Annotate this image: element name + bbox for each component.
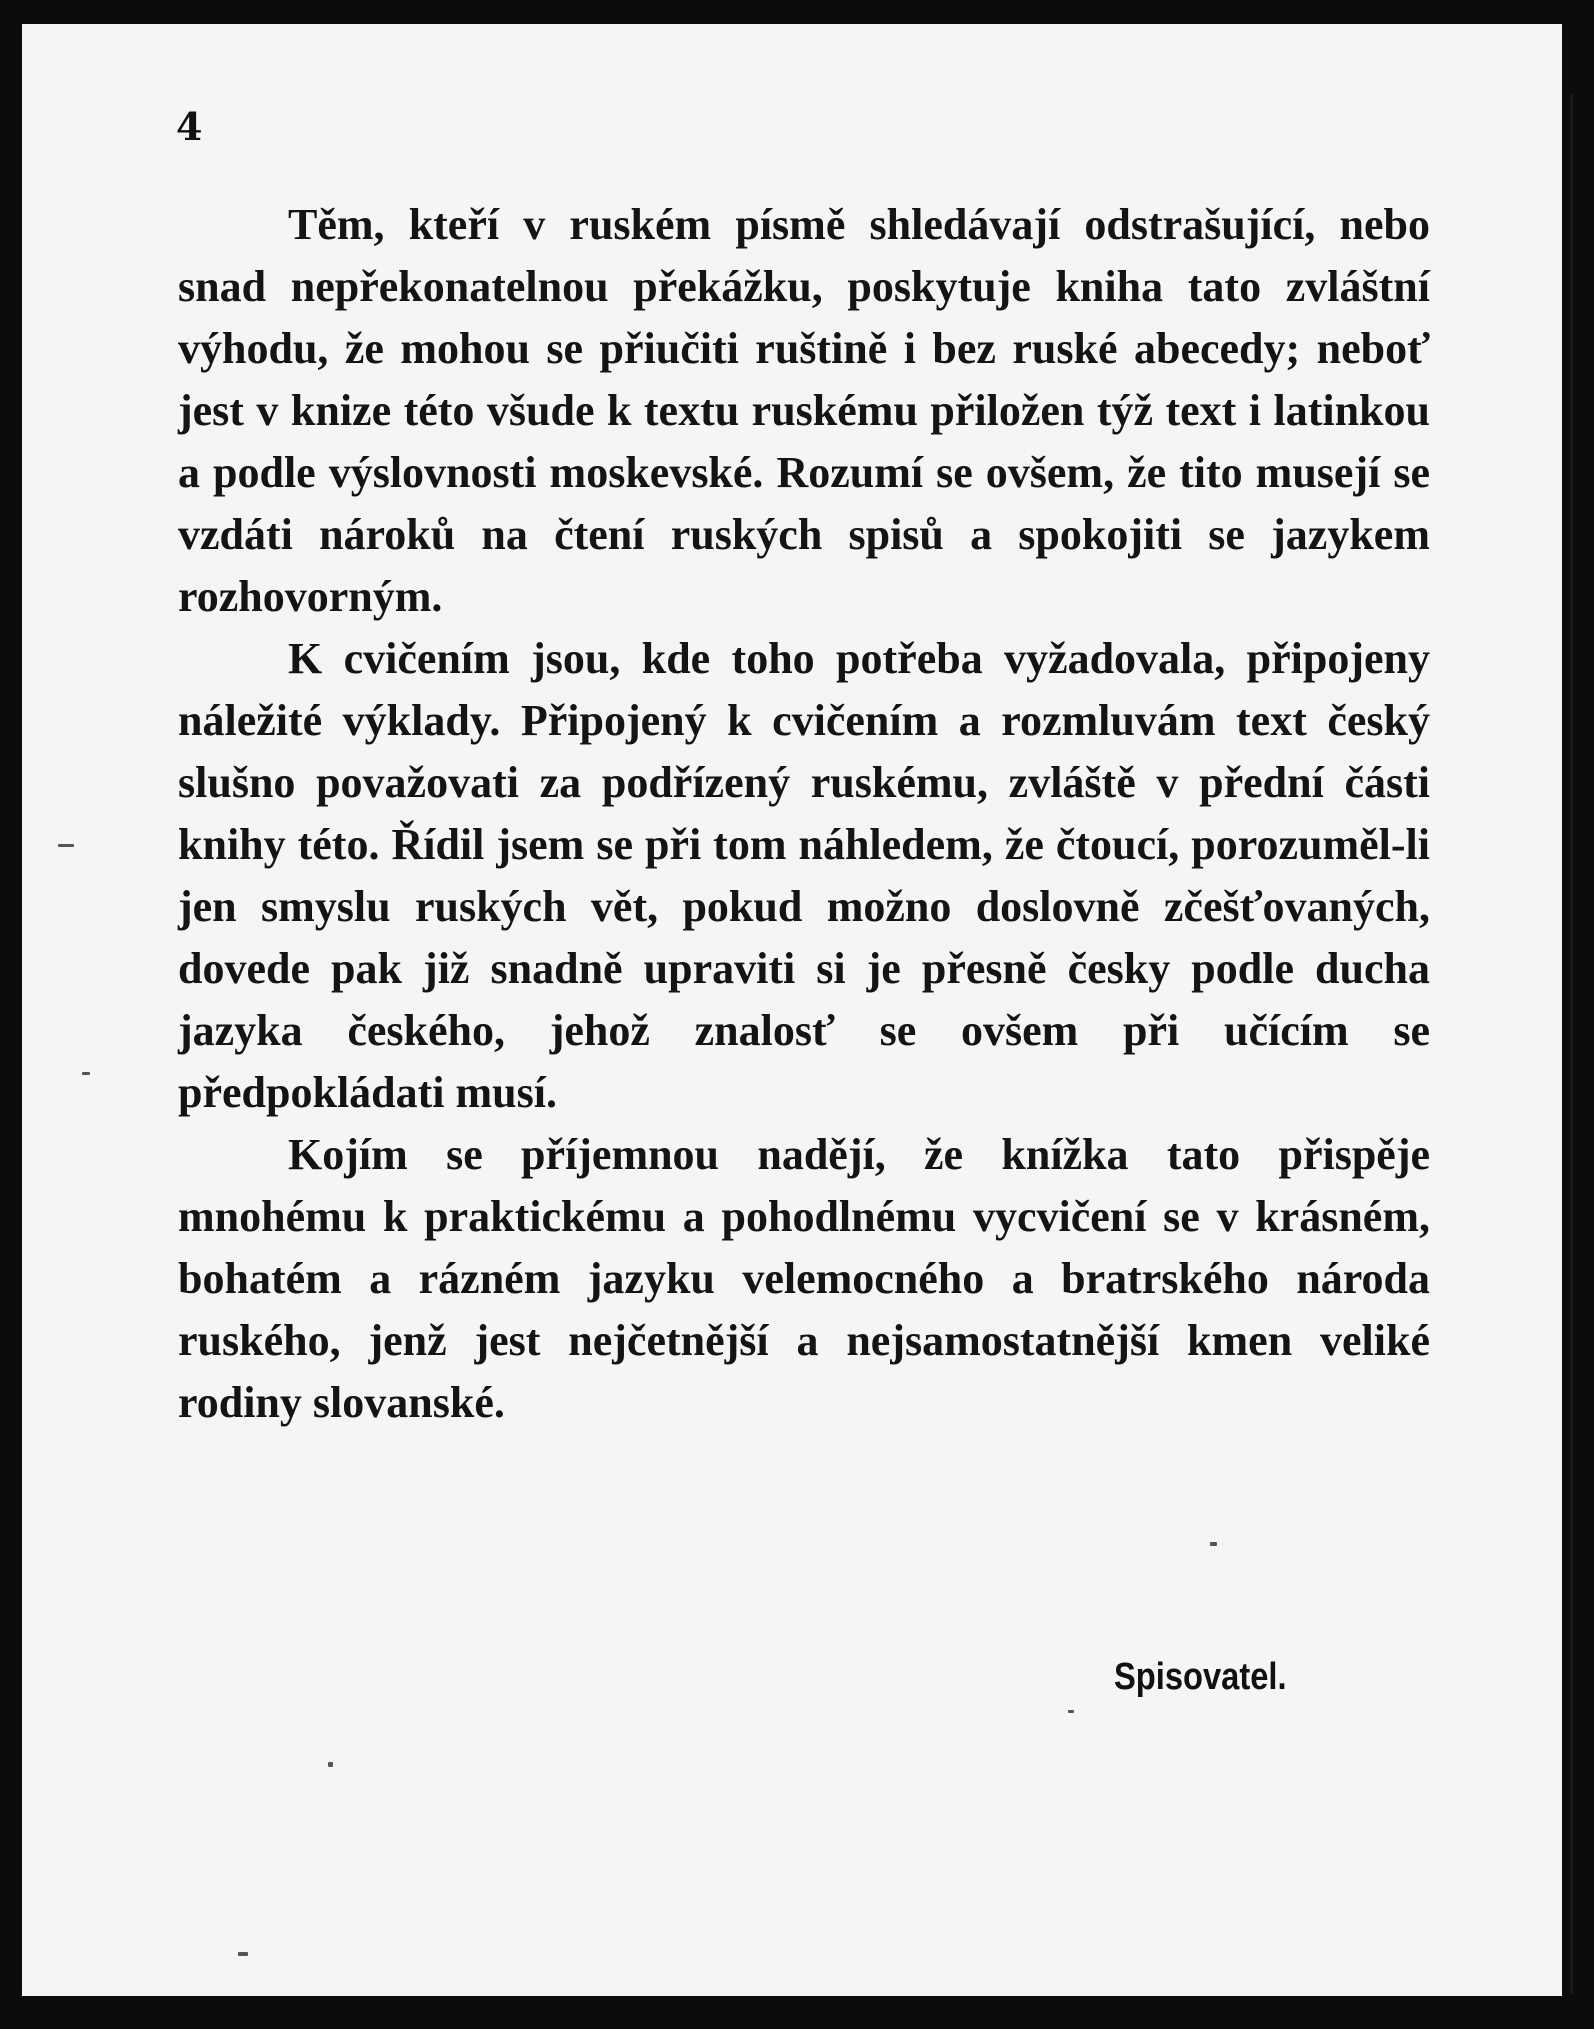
scan-speck [82,1072,90,1075]
paragraph-2: K cvičením jsou, kde toho potřeba vyžadovala, připojeny náležité výklady. Připojený k cvičením a rozmluvám text český slušno považovati za podřízený ruskému, zvláště v přední části knihy této. Řídil jsem se při tom náhledem, že čtoucí, porozuměl-li jen smyslu ruských vět, pokud možno doslovně zčešťovaných, dovede pak již snadně upraviti si je přesně česky podle ducha jazyka českého, jehož znalosť se ovšem při učícím se předpokládati musí. [178,634,1430,1117]
scan-speck [1068,1710,1074,1713]
paragraph-3: Kojím se příjemnou nadějí, že knížka tato přispěje mnohému k praktickému a pohodlnému vycvičení se v krásném, bohatém a rázném jazyku velemocného a bratrského národa ruského, jenž jest nejčetnější a nejsamostatnější kmen veliké rodiny slovanské. [178,1130,1430,1427]
scan-speck [1210,1542,1217,1546]
book-page [22,24,1562,1996]
page-number: 4 [176,104,203,149]
preface-text [178,194,1430,1434]
scan-speck [328,1762,333,1767]
paragraph-1: Těm, kteří v ruském písmě shledávají odstrašující, nebo snad nepřekonatelnou překážku, poskytuje kniha tato zvláštní výhodu, že mohou se přiučiti ruštině i bez ruské abecedy; neboť jest v knize této všude k textu ruskému přiložen týž text i latinkou a podle výslovnosti moskevské. Rozumí se ovšem, že tito musejí se vzdáti nároků na čtení ruských spisů a spokojiti se jazykem rozhovorným. [178,200,1430,621]
scan-speck [238,1952,248,1956]
scan-speck [58,844,74,847]
author-signature: Spisovatel. [1114,1656,1287,1698]
page-edge-shadow [1570,94,1573,1994]
